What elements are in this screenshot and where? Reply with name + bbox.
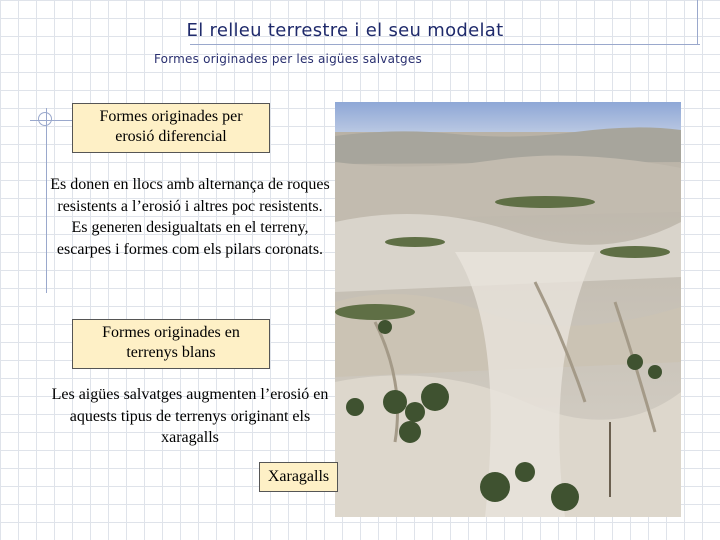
- section-heading-soft-terrain: Formes originades en terrenys blans: [72, 319, 270, 369]
- slide-title: El relleu terrestre i el seu modelat: [186, 20, 504, 41]
- slide-subtitle: Formes originades per les aigües salvatges: [154, 52, 422, 66]
- section-heading-differential-erosion: Formes originades per erosió diferencial: [72, 103, 270, 153]
- header-right-rule: [697, 0, 698, 44]
- badlands-landscape-photo: [335, 102, 681, 517]
- section-body-soft-terrain: Les aigües salvatges augmenten l’erosió en aquests tipus de terrenys originant els xaragalls: [51, 386, 329, 446]
- decorative-horizontal-rule: [30, 120, 74, 121]
- section-body-differential-erosion: Es donen en llocs amb alternança de roques resistents a l’erosió i altres poc resistents. Es generen desigualtats en el terreny, escarpes i formes com els pilars coronats.: [50, 176, 330, 258]
- decorative-vertical-rule: [46, 108, 47, 293]
- decorative-circle-icon: [38, 112, 52, 126]
- header-divider: [190, 44, 700, 45]
- photo-caption-xaragalls: Xaragalls: [259, 462, 338, 492]
